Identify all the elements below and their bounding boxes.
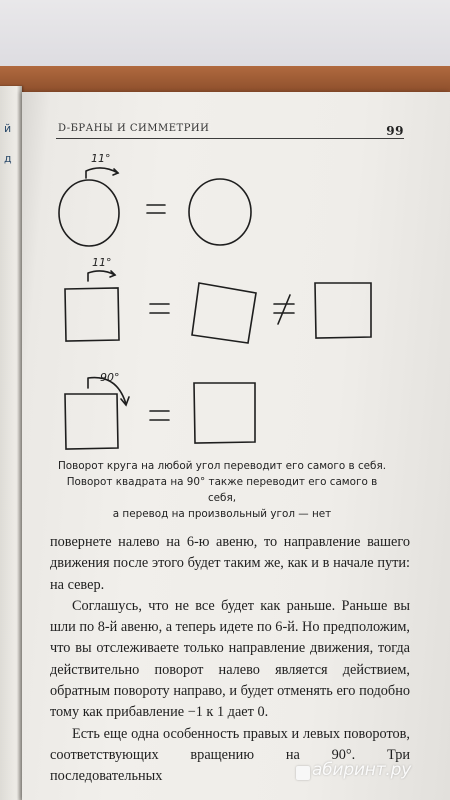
caption-line: а перевод на произвольный угол — нет: [112, 508, 332, 520]
square-reference: [315, 283, 371, 338]
paragraph: Соглашусь, что не все будет как раньше. Раньше вы шли по 8-й авеню, а теперь идете по 6-й. Но предположим, что вы отслеживаете только направление движения, тогда действительно поворот налево является действием, обратным повороту направо, и будет отменять его подобно тому как прибавление −1 к 1 дает 0.: [50, 597, 410, 721]
circle-rotated: [189, 179, 251, 245]
left-page-edge: [0, 86, 22, 800]
not-equals-slash: [278, 295, 290, 324]
caption-line: Поворот квадрата на 90° также переводит его самого в себя,: [66, 476, 378, 504]
figure-caption: [52, 458, 392, 522]
page-number: 99: [386, 124, 404, 138]
square-rotated: [192, 283, 256, 343]
left-page-char: й: [4, 122, 12, 135]
labirint-logo-icon: [296, 766, 310, 780]
paragraph: Есть еще одна особенность правых и левых поворотов, соответствующих вращению на 90°. Три последовательных: [50, 725, 410, 785]
body-text: [50, 532, 410, 788]
square-original-90: [65, 394, 118, 449]
background-wall: [0, 0, 450, 75]
symmetry-figure: [22, 92, 450, 452]
running-title: D-БРАНЫ И СИММЕТРИИ: [58, 123, 210, 134]
circle-original: [59, 180, 119, 246]
wooden-shelf: [0, 66, 450, 92]
square-rotated-90: [194, 383, 255, 443]
paragraph: повернете налево на 6-ю авеню, то направление вашего движения после этого будет таким же, как и в начале пути: на север.: [50, 534, 410, 593]
left-page-char: д: [4, 152, 12, 165]
caption-line: Поворот круга на любой угол переводит его самого в себя.: [57, 460, 387, 472]
rotation-label-2: 11°: [92, 256, 112, 269]
rotation-arrow-1: [86, 168, 118, 178]
watermark: [312, 760, 411, 780]
rotation-label-1: 11°: [91, 152, 111, 165]
watermark-text: абиринт.ру: [312, 760, 412, 780]
book-page: [22, 92, 450, 800]
rotation-label-3: 90°: [100, 371, 120, 384]
square-original: [65, 288, 119, 341]
